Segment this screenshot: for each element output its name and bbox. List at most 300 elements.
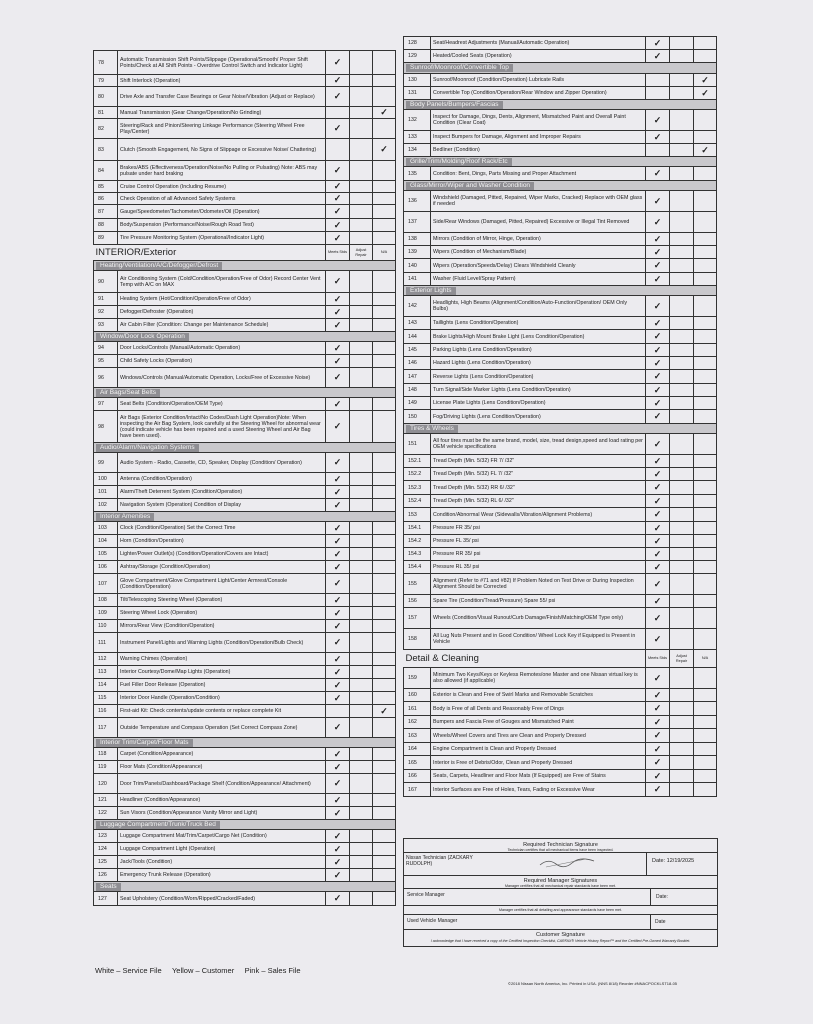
used-vehicle-manager-date[interactable]: Date	[655, 919, 666, 925]
meets-standards-checkbox[interactable]	[646, 729, 670, 743]
adjust-repair-checkbox[interactable]	[350, 522, 373, 535]
adjust-repair-checkbox[interactable]	[670, 212, 694, 233]
na-checkbox[interactable]	[373, 535, 396, 548]
meets-standards-checkbox[interactable]	[326, 293, 350, 306]
na-checkbox[interactable]	[694, 131, 717, 144]
na-checkbox[interactable]	[694, 468, 717, 481]
na-checkbox[interactable]	[373, 561, 396, 574]
meets-standards-checkbox[interactable]	[326, 548, 350, 561]
meets-standards-checkbox[interactable]	[646, 629, 670, 650]
na-checkbox[interactable]	[694, 729, 717, 743]
na-checkbox[interactable]	[373, 161, 396, 181]
meets-standards-checkbox[interactable]	[326, 705, 350, 718]
na-checkbox[interactable]	[373, 705, 396, 718]
na-checkbox[interactable]	[373, 522, 396, 535]
na-checkbox[interactable]	[373, 87, 396, 107]
group-header	[94, 245, 396, 261]
meets-standards-checkbox[interactable]	[326, 856, 350, 869]
na-checkbox[interactable]	[694, 191, 717, 212]
meets-standards-checkbox[interactable]	[646, 548, 670, 561]
meets-standards-checkbox[interactable]	[646, 561, 670, 574]
meets-standards-checkbox[interactable]	[646, 668, 670, 689]
na-checkbox[interactable]	[373, 107, 396, 119]
adjust-repair-checkbox[interactable]	[670, 330, 694, 344]
item-description: Body is Free of all Dents and Reasonably Free of Dings	[431, 702, 646, 716]
meets-standards-checkbox[interactable]	[646, 608, 670, 629]
meets-standards-checkbox[interactable]	[646, 74, 670, 87]
na-checkbox[interactable]	[373, 892, 396, 906]
adjust-repair-checkbox[interactable]	[670, 770, 694, 783]
meets-standards-checkbox[interactable]	[646, 37, 670, 50]
adjust-repair-checkbox[interactable]	[670, 548, 694, 561]
na-checkbox[interactable]	[694, 629, 717, 650]
adjust-repair-checkbox[interactable]	[670, 495, 694, 508]
adjust-repair-checkbox[interactable]	[670, 595, 694, 608]
na-checkbox[interactable]	[694, 743, 717, 756]
adjust-repair-checkbox[interactable]	[670, 561, 694, 574]
meets-standards-checkbox[interactable]	[646, 434, 670, 455]
adjust-repair-checkbox[interactable]	[350, 473, 373, 486]
na-checkbox[interactable]	[694, 716, 717, 729]
na-checkbox[interactable]	[694, 702, 717, 716]
na-checkbox[interactable]	[373, 594, 396, 607]
na-checkbox[interactable]	[694, 495, 717, 508]
meets-standards-checkbox[interactable]	[646, 783, 670, 797]
na-checkbox[interactable]	[694, 770, 717, 783]
adjust-repair-checkbox[interactable]	[670, 317, 694, 330]
adjust-repair-checkbox[interactable]	[350, 718, 373, 738]
meets-standards-checkbox[interactable]	[646, 481, 670, 495]
adjust-repair-checkbox[interactable]	[350, 51, 373, 75]
adjust-repair-checkbox[interactable]	[350, 319, 373, 332]
na-checkbox[interactable]	[694, 561, 717, 574]
adjust-repair-checkbox[interactable]	[670, 702, 694, 716]
adjust-repair-checkbox[interactable]	[670, 434, 694, 455]
adjust-repair-checkbox[interactable]	[350, 193, 373, 205]
meets-standards-checkbox[interactable]	[646, 702, 670, 716]
adjust-repair-checkbox[interactable]	[350, 774, 373, 794]
adjust-repair-checkbox[interactable]	[670, 50, 694, 63]
meets-standards-checkbox[interactable]	[326, 193, 350, 205]
adjust-repair-checkbox[interactable]	[670, 689, 694, 702]
meets-standards-checkbox[interactable]	[326, 499, 350, 512]
adjust-repair-checkbox[interactable]	[670, 246, 694, 259]
na-checkbox[interactable]	[694, 246, 717, 259]
meets-standards-checkbox[interactable]	[646, 574, 670, 595]
adjust-repair-checkbox[interactable]	[350, 342, 373, 355]
meets-standards-checkbox[interactable]	[646, 595, 670, 608]
meets-standards-checkbox[interactable]	[326, 51, 350, 75]
check-mark-icon: ✓	[653, 384, 662, 395]
meets-standards-checkbox[interactable]	[326, 522, 350, 535]
adjust-repair-checkbox[interactable]	[670, 508, 694, 522]
na-checkbox[interactable]	[373, 856, 396, 869]
meets-standards-checkbox[interactable]	[326, 87, 350, 107]
na-checkbox[interactable]	[373, 181, 396, 193]
meets-standards-checkbox[interactable]	[646, 770, 670, 783]
na-checkbox[interactable]	[373, 620, 396, 633]
na-checkbox[interactable]	[694, 167, 717, 181]
na-checkbox[interactable]	[373, 219, 396, 232]
na-checkbox[interactable]	[373, 830, 396, 843]
adjust-repair-checkbox[interactable]	[670, 729, 694, 743]
adjust-repair-checkbox[interactable]	[670, 296, 694, 317]
na-checkbox[interactable]	[373, 666, 396, 679]
meets-standards-checkbox[interactable]	[646, 689, 670, 702]
adjust-repair-checkbox[interactable]	[350, 161, 373, 181]
na-checkbox[interactable]	[373, 607, 396, 620]
adjust-repair-checkbox[interactable]	[670, 37, 694, 50]
checklist-row	[94, 830, 396, 843]
adjust-repair-checkbox[interactable]	[670, 410, 694, 424]
adjust-repair-checkbox[interactable]	[350, 181, 373, 193]
na-checkbox[interactable]	[373, 633, 396, 653]
meets-standards-checkbox[interactable]	[326, 473, 350, 486]
meets-standards-checkbox[interactable]	[326, 355, 350, 368]
adjust-repair-checkbox[interactable]	[670, 481, 694, 495]
meets-standards-checkbox[interactable]	[646, 144, 670, 157]
adjust-repair-checkbox[interactable]	[670, 110, 694, 131]
adjust-repair-checkbox[interactable]	[350, 892, 373, 906]
adjust-repair-checkbox[interactable]	[350, 705, 373, 718]
meets-standards-checkbox[interactable]	[646, 212, 670, 233]
na-checkbox[interactable]	[373, 205, 396, 219]
meets-standards-checkbox[interactable]	[646, 296, 670, 317]
adjust-repair-checkbox[interactable]	[350, 119, 373, 139]
adjust-repair-checkbox[interactable]	[350, 75, 373, 87]
meets-standards-checkbox[interactable]	[646, 273, 670, 286]
adjust-repair-checkbox[interactable]	[350, 607, 373, 620]
meets-standards-checkbox[interactable]	[326, 319, 350, 332]
meets-standards-checkbox[interactable]	[326, 107, 350, 119]
meets-standards-checkbox[interactable]	[326, 411, 350, 443]
na-checkbox[interactable]	[373, 574, 396, 594]
na-checkbox[interactable]	[373, 342, 396, 355]
adjust-repair-checkbox[interactable]	[670, 259, 694, 273]
meets-standards-checkbox[interactable]	[326, 620, 350, 633]
adjust-repair-checkbox[interactable]	[670, 344, 694, 357]
adjust-repair-checkbox[interactable]	[350, 453, 373, 473]
na-checkbox[interactable]	[373, 473, 396, 486]
adjust-repair-checkbox[interactable]	[670, 397, 694, 410]
adjust-repair-checkbox[interactable]	[670, 574, 694, 595]
na-checkbox[interactable]	[373, 548, 396, 561]
adjust-repair-checkbox[interactable]	[670, 629, 694, 650]
na-checkbox[interactable]	[373, 453, 396, 473]
meets-standards-checkbox[interactable]	[646, 167, 670, 181]
meets-standards-checkbox[interactable]	[646, 716, 670, 729]
meets-standards-checkbox[interactable]	[326, 869, 350, 882]
na-checkbox[interactable]	[373, 794, 396, 807]
meets-standards-checkbox[interactable]	[326, 535, 350, 548]
service-manager-field[interactable]: Service Manager	[404, 889, 651, 905]
na-checkbox[interactable]	[694, 370, 717, 384]
meets-standards-checkbox[interactable]	[326, 748, 350, 761]
meets-standards-checkbox[interactable]	[326, 653, 350, 666]
na-checkbox[interactable]	[694, 455, 717, 468]
adjust-repair-checkbox[interactable]	[670, 522, 694, 535]
na-checkbox[interactable]	[373, 486, 396, 499]
meets-standards-checkbox[interactable]	[326, 205, 350, 219]
na-checkbox[interactable]	[373, 692, 396, 705]
adjust-repair-checkbox[interactable]	[670, 756, 694, 770]
meets-standards-checkbox[interactable]	[326, 692, 350, 705]
meets-standards-checkbox[interactable]	[326, 633, 350, 653]
meets-standards-checkbox[interactable]	[326, 892, 350, 906]
na-checkbox[interactable]	[694, 574, 717, 595]
adjust-repair-checkbox[interactable]	[350, 87, 373, 107]
meets-standards-checkbox[interactable]	[326, 271, 350, 293]
adjust-repair-checkbox[interactable]	[350, 548, 373, 561]
na-checkbox[interactable]	[694, 756, 717, 770]
meets-standards-checkbox[interactable]	[646, 508, 670, 522]
na-checkbox[interactable]	[694, 481, 717, 495]
meets-standards-checkbox[interactable]	[646, 397, 670, 410]
na-checkbox[interactable]	[373, 761, 396, 774]
na-checkbox[interactable]	[373, 119, 396, 139]
na-checkbox[interactable]	[694, 87, 717, 100]
meets-standards-checkbox[interactable]	[646, 344, 670, 357]
na-checkbox[interactable]	[694, 608, 717, 629]
na-checkbox[interactable]	[694, 668, 717, 689]
adjust-repair-checkbox[interactable]	[350, 499, 373, 512]
na-checkbox[interactable]	[373, 368, 396, 388]
na-checkbox[interactable]	[694, 522, 717, 535]
used-vehicle-manager-field[interactable]: Used Vehicle Manager	[404, 915, 651, 929]
meets-standards-checkbox[interactable]	[326, 453, 350, 473]
adjust-repair-checkbox[interactable]	[350, 232, 373, 245]
na-checkbox[interactable]	[694, 357, 717, 370]
adjust-repair-checkbox[interactable]	[670, 668, 694, 689]
meets-standards-checkbox[interactable]	[326, 607, 350, 620]
adjust-repair-checkbox[interactable]	[350, 594, 373, 607]
adjust-repair-checkbox[interactable]	[670, 191, 694, 212]
adjust-repair-checkbox[interactable]	[350, 398, 373, 411]
na-checkbox[interactable]	[373, 75, 396, 87]
adjust-repair-checkbox[interactable]	[670, 743, 694, 756]
na-checkbox[interactable]	[373, 869, 396, 882]
meets-standards-checkbox[interactable]	[646, 522, 670, 535]
adjust-repair-checkbox[interactable]	[350, 107, 373, 119]
adjust-repair-checkbox[interactable]	[350, 306, 373, 319]
adjust-repair-checkbox[interactable]	[350, 486, 373, 499]
meets-standards-checkbox[interactable]	[646, 259, 670, 273]
meets-standards-checkbox[interactable]	[326, 679, 350, 692]
na-checkbox[interactable]	[373, 774, 396, 794]
meets-standards-checkbox[interactable]	[646, 495, 670, 508]
adjust-repair-checkbox[interactable]	[350, 794, 373, 807]
meets-standards-checkbox[interactable]	[326, 718, 350, 738]
na-checkbox[interactable]	[694, 273, 717, 286]
item-description: Interior Courtesy/Dome/Map Lights (Operation)	[118, 666, 326, 679]
na-checkbox[interactable]	[373, 293, 396, 306]
na-checkbox[interactable]	[373, 718, 396, 738]
na-checkbox[interactable]	[694, 296, 717, 317]
adjust-repair-checkbox[interactable]	[350, 653, 373, 666]
na-checkbox[interactable]	[694, 37, 717, 50]
adjust-repair-checkbox[interactable]	[350, 807, 373, 820]
na-checkbox[interactable]	[694, 344, 717, 357]
na-checkbox[interactable]	[373, 306, 396, 319]
adjust-repair-checkbox[interactable]	[350, 368, 373, 388]
meets-standards-checkbox[interactable]	[326, 75, 350, 87]
meets-standards-checkbox[interactable]	[646, 756, 670, 770]
meets-standards-checkbox[interactable]	[646, 370, 670, 384]
na-checkbox[interactable]	[373, 193, 396, 205]
adjust-repair-checkbox[interactable]	[350, 620, 373, 633]
adjust-repair-checkbox[interactable]	[670, 144, 694, 157]
na-checkbox[interactable]	[694, 212, 717, 233]
adjust-repair-checkbox[interactable]	[350, 748, 373, 761]
na-checkbox[interactable]	[373, 398, 396, 411]
meets-standards-checkbox[interactable]	[646, 233, 670, 246]
na-checkbox[interactable]	[373, 355, 396, 368]
na-checkbox[interactable]	[694, 384, 717, 397]
na-checkbox[interactable]	[694, 50, 717, 63]
adjust-repair-checkbox[interactable]	[350, 574, 373, 594]
adjust-repair-checkbox[interactable]	[350, 355, 373, 368]
adjust-repair-checkbox[interactable]	[350, 843, 373, 856]
na-checkbox[interactable]	[694, 548, 717, 561]
adjust-repair-checkbox[interactable]	[670, 131, 694, 144]
meets-standards-checkbox[interactable]	[646, 384, 670, 397]
na-checkbox[interactable]	[373, 51, 396, 75]
meets-standards-checkbox[interactable]	[326, 574, 350, 594]
meets-standards-checkbox[interactable]	[326, 181, 350, 193]
adjust-repair-checkbox[interactable]	[350, 666, 373, 679]
na-checkbox[interactable]	[694, 508, 717, 522]
na-checkbox[interactable]	[373, 499, 396, 512]
na-checkbox[interactable]	[373, 411, 396, 443]
adjust-repair-checkbox[interactable]	[670, 455, 694, 468]
na-checkbox[interactable]	[694, 535, 717, 548]
na-checkbox[interactable]	[694, 689, 717, 702]
adjust-repair-checkbox[interactable]	[350, 535, 373, 548]
na-checkbox[interactable]	[694, 233, 717, 246]
meets-standards-checkbox[interactable]	[646, 131, 670, 144]
meets-standards-checkbox[interactable]	[646, 246, 670, 259]
adjust-repair-checkbox[interactable]	[350, 293, 373, 306]
meets-standards-checkbox[interactable]	[326, 561, 350, 574]
na-checkbox[interactable]	[694, 317, 717, 330]
adjust-repair-checkbox[interactable]	[670, 608, 694, 629]
meets-standards-checkbox[interactable]	[646, 191, 670, 212]
na-checkbox[interactable]	[694, 397, 717, 410]
meets-standards-checkbox[interactable]	[326, 807, 350, 820]
na-checkbox[interactable]	[694, 330, 717, 344]
adjust-repair-checkbox[interactable]	[350, 679, 373, 692]
meets-standards-checkbox[interactable]	[326, 794, 350, 807]
adjust-repair-checkbox[interactable]	[350, 856, 373, 869]
na-checkbox[interactable]	[694, 595, 717, 608]
na-checkbox[interactable]	[373, 843, 396, 856]
meets-standards-checkbox[interactable]	[326, 161, 350, 181]
adjust-repair-checkbox[interactable]	[670, 233, 694, 246]
adjust-repair-checkbox[interactable]	[670, 87, 694, 100]
meets-standards-checkbox[interactable]	[326, 342, 350, 355]
meets-standards-checkbox[interactable]	[646, 410, 670, 424]
meets-standards-checkbox[interactable]	[646, 535, 670, 548]
na-checkbox[interactable]	[373, 679, 396, 692]
na-checkbox[interactable]	[373, 271, 396, 293]
adjust-repair-checkbox[interactable]	[350, 830, 373, 843]
adjust-repair-checkbox[interactable]	[350, 561, 373, 574]
adjust-repair-checkbox[interactable]	[670, 783, 694, 797]
technician-signature-line[interactable]	[478, 853, 647, 875]
meets-standards-checkbox[interactable]	[326, 666, 350, 679]
adjust-repair-checkbox[interactable]	[670, 273, 694, 286]
na-checkbox[interactable]	[373, 319, 396, 332]
meets-standards-checkbox[interactable]	[326, 761, 350, 774]
na-checkbox[interactable]	[373, 653, 396, 666]
adjust-repair-checkbox[interactable]	[350, 411, 373, 443]
adjust-repair-checkbox[interactable]	[350, 271, 373, 293]
na-checkbox[interactable]	[694, 259, 717, 273]
na-checkbox[interactable]	[694, 110, 717, 131]
adjust-repair-checkbox[interactable]	[670, 370, 694, 384]
meets-standards-checkbox[interactable]	[326, 306, 350, 319]
meets-standards-checkbox[interactable]	[646, 357, 670, 370]
meets-standards-checkbox[interactable]	[326, 774, 350, 794]
check-mark-icon: ✓	[333, 666, 342, 677]
adjust-repair-checkbox[interactable]	[670, 384, 694, 397]
item-description: Tread Depth (Min. 5/32) RL 6/ /32"	[431, 495, 646, 508]
meets-standards-checkbox[interactable]	[326, 368, 350, 388]
meets-standards-checkbox[interactable]	[326, 219, 350, 232]
meets-standards-checkbox[interactable]	[326, 594, 350, 607]
meets-standards-checkbox[interactable]	[326, 843, 350, 856]
adjust-repair-checkbox[interactable]	[350, 761, 373, 774]
meets-standards-checkbox[interactable]	[646, 468, 670, 481]
meets-standards-checkbox[interactable]	[646, 455, 670, 468]
adjust-repair-checkbox[interactable]	[670, 167, 694, 181]
na-checkbox[interactable]	[694, 144, 717, 157]
na-checkbox[interactable]	[373, 232, 396, 245]
meets-standards-checkbox[interactable]	[646, 330, 670, 344]
meets-standards-checkbox[interactable]	[326, 139, 350, 161]
meets-standards-checkbox[interactable]	[646, 50, 670, 63]
meets-standards-checkbox[interactable]	[326, 486, 350, 499]
na-checkbox[interactable]	[694, 434, 717, 455]
adjust-repair-checkbox[interactable]	[350, 139, 373, 161]
meets-standards-checkbox[interactable]	[646, 743, 670, 756]
meets-standards-checkbox[interactable]	[326, 398, 350, 411]
adjust-repair-checkbox[interactable]	[350, 205, 373, 219]
meets-standards-checkbox[interactable]	[326, 232, 350, 245]
adjust-repair-checkbox[interactable]	[350, 869, 373, 882]
meets-standards-checkbox[interactable]	[646, 87, 670, 100]
na-checkbox[interactable]	[373, 807, 396, 820]
service-manager-date[interactable]: Date:	[656, 894, 668, 900]
meets-standards-checkbox[interactable]	[646, 110, 670, 131]
adjust-repair-checkbox[interactable]	[350, 633, 373, 653]
na-checkbox[interactable]	[694, 74, 717, 87]
adjust-repair-checkbox[interactable]	[350, 219, 373, 232]
na-checkbox[interactable]	[694, 410, 717, 424]
na-checkbox[interactable]	[373, 139, 396, 161]
meets-standards-checkbox[interactable]	[326, 830, 350, 843]
meets-standards-checkbox[interactable]	[646, 317, 670, 330]
adjust-repair-checkbox[interactable]	[350, 692, 373, 705]
na-checkbox[interactable]	[373, 748, 396, 761]
na-checkbox[interactable]	[694, 783, 717, 797]
adjust-repair-checkbox[interactable]	[670, 716, 694, 729]
adjust-repair-checkbox[interactable]	[670, 468, 694, 481]
adjust-repair-checkbox[interactable]	[670, 535, 694, 548]
adjust-repair-checkbox[interactable]	[670, 74, 694, 87]
meets-standards-checkbox[interactable]	[326, 119, 350, 139]
adjust-repair-checkbox[interactable]	[670, 357, 694, 370]
